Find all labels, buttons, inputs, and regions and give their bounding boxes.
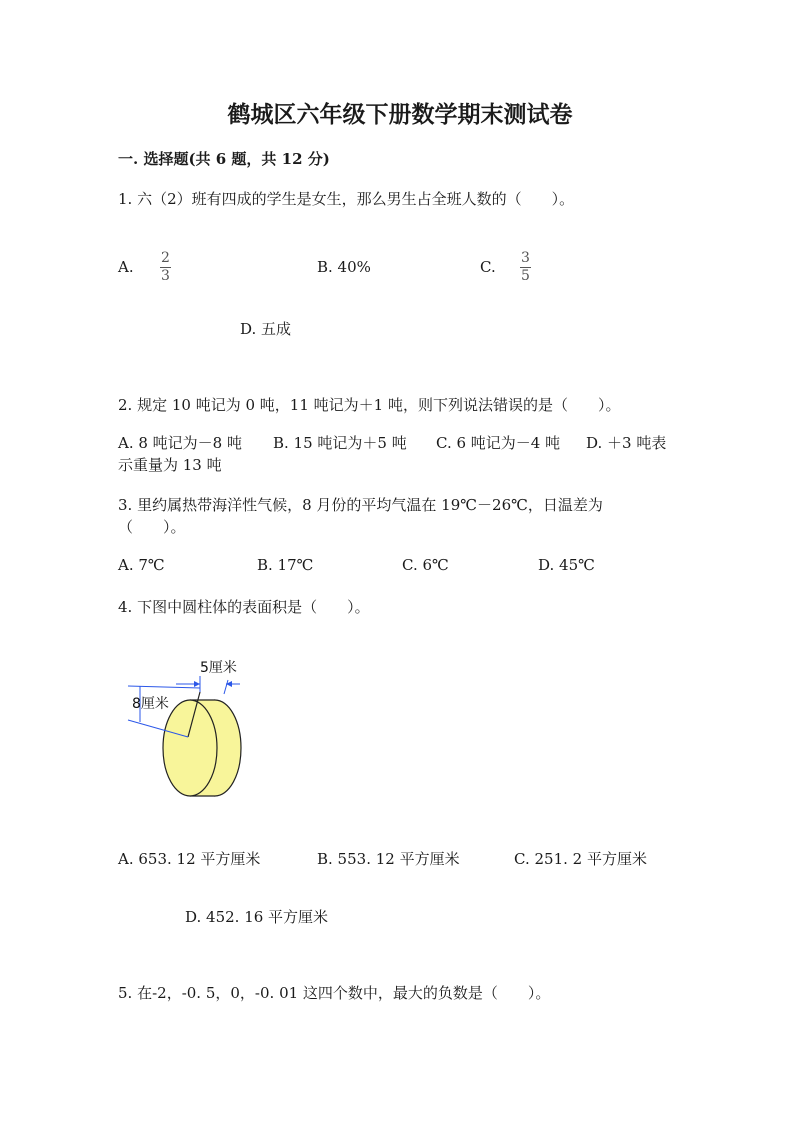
- height-label: 5厘米: [200, 660, 237, 676]
- fraction-numerator: 2: [161, 250, 170, 266]
- question-3-stem-line1: 3. 里约属热带海洋性气候，8 月份的平均气温在 19℃－26℃，日温差为: [118, 496, 603, 514]
- question-2-option-c: C. 6 吨记为－4 吨: [436, 434, 561, 452]
- radius-label: 8厘米: [132, 696, 169, 712]
- question-2-option-b: B. 15 吨记为＋5 吨: [273, 434, 407, 452]
- question-5-stem: 5. 在-2，-0. 5，0，-0. 01 这四个数中，最大的负数是（ ）。: [118, 984, 551, 1002]
- question-4-option-c: C. 251. 2 平方厘米: [514, 850, 647, 868]
- height-extension-right: [224, 680, 228, 694]
- fraction-denominator: 5: [521, 268, 530, 284]
- question-1-option-d: D. 五成: [240, 320, 292, 338]
- question-3-option-d: D. 45℃: [538, 556, 595, 574]
- question-1-stem: 1. 六（2）班有四成的学生是女生，那么男生占全班人数的（ ）。: [118, 190, 575, 208]
- question-1-option-c-label: C.: [480, 258, 496, 276]
- question-1-option-c-fraction: [520, 252, 531, 283]
- question-4-option-d: D. 452. 16 平方厘米: [185, 908, 329, 926]
- fraction-denominator: 3: [161, 268, 170, 284]
- question-3-stem-line2: （ ）。: [118, 518, 186, 536]
- question-1-option-b: B. 40%: [317, 258, 371, 276]
- question-4-option-a: A. 653. 12 平方厘米: [118, 850, 261, 868]
- question-3-option-a: A. 7℃: [118, 556, 165, 574]
- question-4-stem: 4. 下图中圆柱体的表面积是（ ）。: [118, 598, 370, 616]
- question-1-option-a-fraction: [160, 252, 171, 283]
- question-2-option-d: D. ＋3 吨表示重量为 13 吨: [118, 434, 667, 474]
- question-4-option-b: B. 553. 12 平方厘米: [317, 850, 460, 868]
- question-2-stem: 2. 规定 10 吨记为 0 吨，11 吨记为＋1 吨，则下列说法错误的是（ ）。: [118, 396, 621, 414]
- fraction-numerator: 3: [521, 250, 530, 266]
- cylinder-figure: [120, 650, 255, 800]
- cylinder-front-face: [163, 700, 217, 796]
- page-title: 鹤城区六年级下册数学期末测试卷: [227, 101, 573, 128]
- question-3-option-b: B. 17℃: [257, 556, 314, 574]
- height-arrowhead-left: [194, 681, 200, 687]
- question-2-option-a: A. 8 吨记为－8 吨: [118, 434, 242, 452]
- radius-dimension-top: [128, 686, 200, 688]
- question-2-options: [118, 432, 678, 476]
- section-heading: 一. 选择题(共 6 题，共 12 分): [118, 150, 330, 168]
- height-arrowhead-right: [226, 681, 232, 687]
- question-3-option-c: C. 6℃: [402, 556, 449, 574]
- question-1-option-a-label: A.: [118, 258, 134, 276]
